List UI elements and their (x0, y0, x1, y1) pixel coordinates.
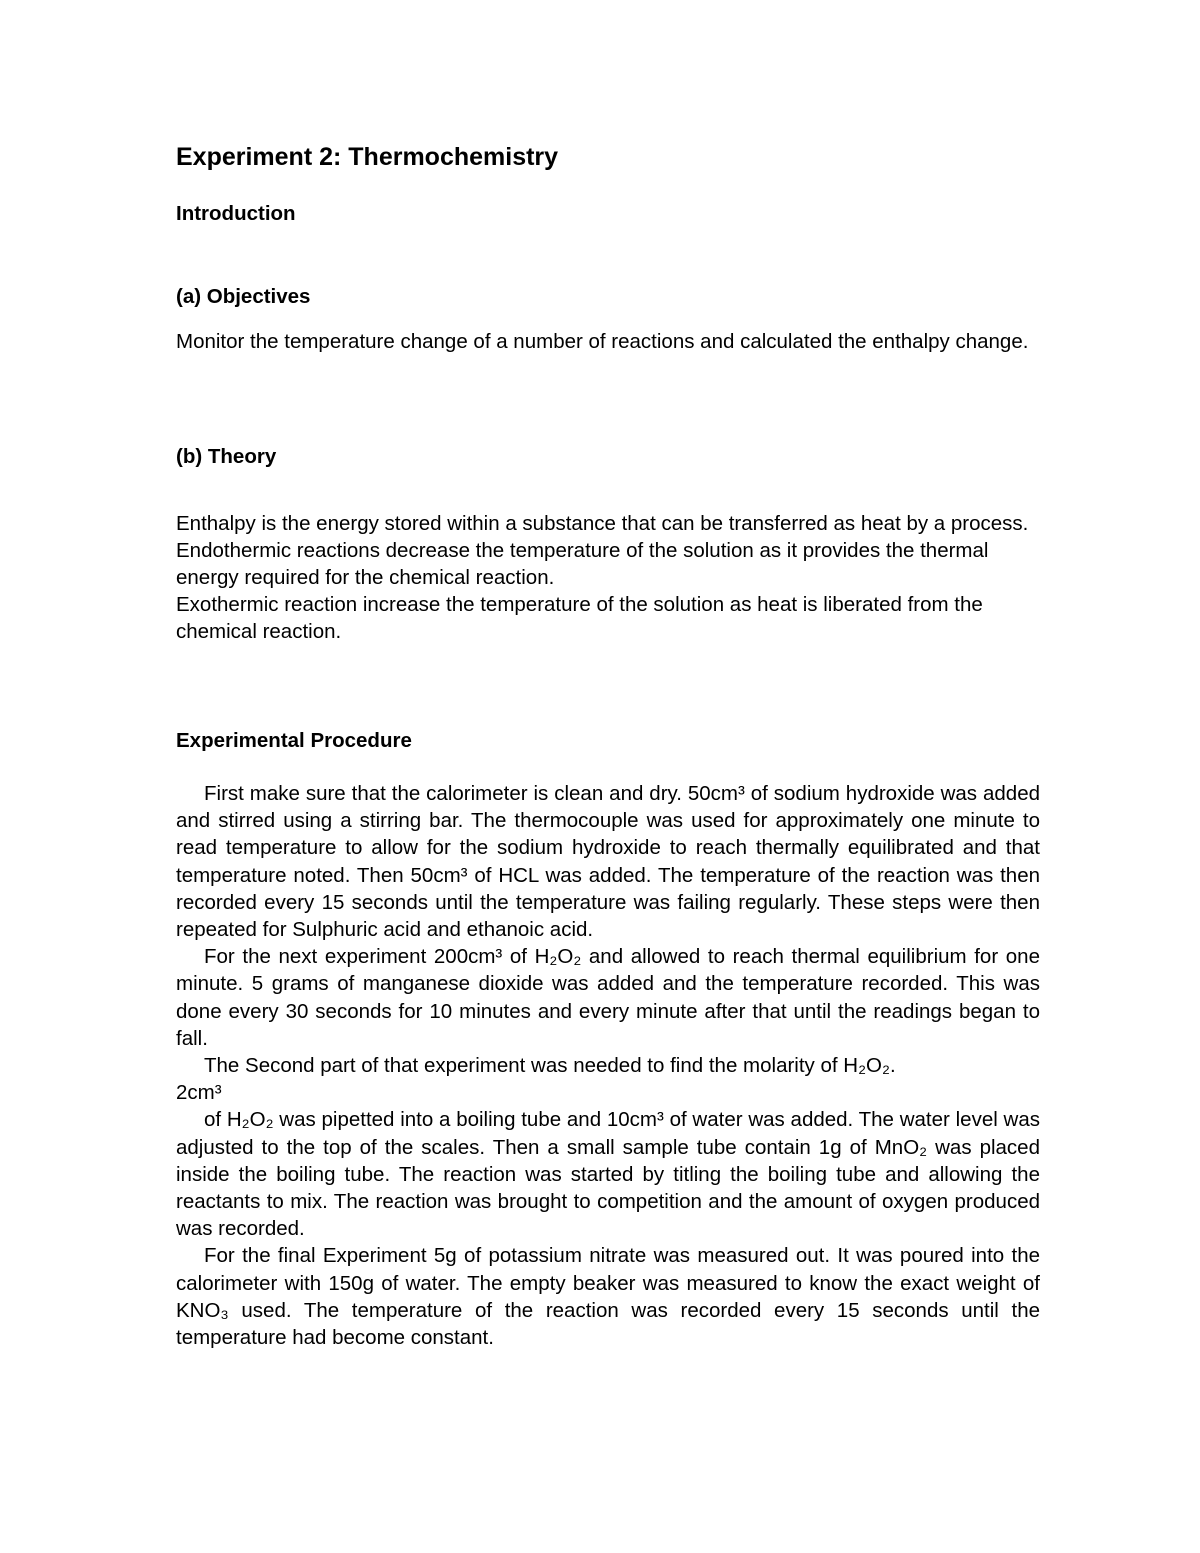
objectives-text: Monitor the temperature change of a number of reactions and calculated the enthalpy change. (176, 330, 1029, 353)
theory-paragraph-exothermic: Exothermic reaction increase the temperature of the solution as heat is liberated from the chemical reaction. (176, 593, 983, 643)
objectives-heading: (a) Objectives (176, 285, 311, 308)
introduction-heading: Introduction (176, 202, 296, 225)
theory-section (176, 510, 1046, 645)
procedure-paragraph-potassium-nitrate: For the final Experiment 5g of potassium nitrate was measured out. It was poured into the calorimeter with 150g of water. The empty beaker was measured to know the exact weight of KNO₃ used. The temperature of the reaction was recorded every 15 seconds until the temperature had become constant. (176, 1244, 1040, 1350)
document-title: Experiment 2: Thermochemistry (176, 143, 559, 171)
procedure-paragraph-peroxide: For the next experiment 200cm³ of H₂O₂ and allowed to reach thermal equilibrium for one minute. 5 grams of manganese dioxide was added and the temperature recorded. This was done every 30 seconds for 10 minutes and every minute after that until the readings began to fall. (176, 945, 1040, 1050)
procedure-paragraph-molarity: of H₂O₂ was pipetted into a boiling tube and 10cm³ of water was added. The water level was adjusted to the top of the scales. Then a small sample tube contain 1g of MnO₂ was placed inside the boiling tube. The reaction was started by titling the boiling tube and allowing the reactants to mix. The reaction was brought to competition and the amount of oxygen produced was recorded. (176, 1108, 1040, 1241)
theory-heading: (b) Theory (176, 445, 277, 468)
procedure-paragraph-neutralisation: First make sure that the calorimeter is clean and dry. 50cm³ of sodium hydroxide was added and stirred using a stirring bar. The thermocouple was used for approximately one minute to read temperature to allow for the sodium hydroxide to reach thermally equilibrated and that temperature noted. Then 50cm³ of HCL was added. The temperature of the reaction was then recorded every 15 seconds until the temperature was failing regularly. These steps were then repeated for Sulphuric acid and ethanoic acid. (176, 782, 1040, 942)
theory-paragraph-endothermic: Endothermic reactions decrease the temperature of the solution as it provides the thermal energy required for the chemical reaction. (176, 539, 989, 589)
procedure-section (176, 780, 1040, 1351)
procedure-heading: Experimental Procedure (176, 729, 412, 752)
procedure-line-volume: 2cm³ (176, 1081, 222, 1105)
procedure-paragraph-molarity-intro: The Second part of that experiment was needed to find the molarity of H₂O₂. (204, 1054, 896, 1078)
theory-paragraph-enthalpy: Enthalpy is the energy stored within a substance that can be transferred as heat by a process. (176, 512, 1029, 535)
